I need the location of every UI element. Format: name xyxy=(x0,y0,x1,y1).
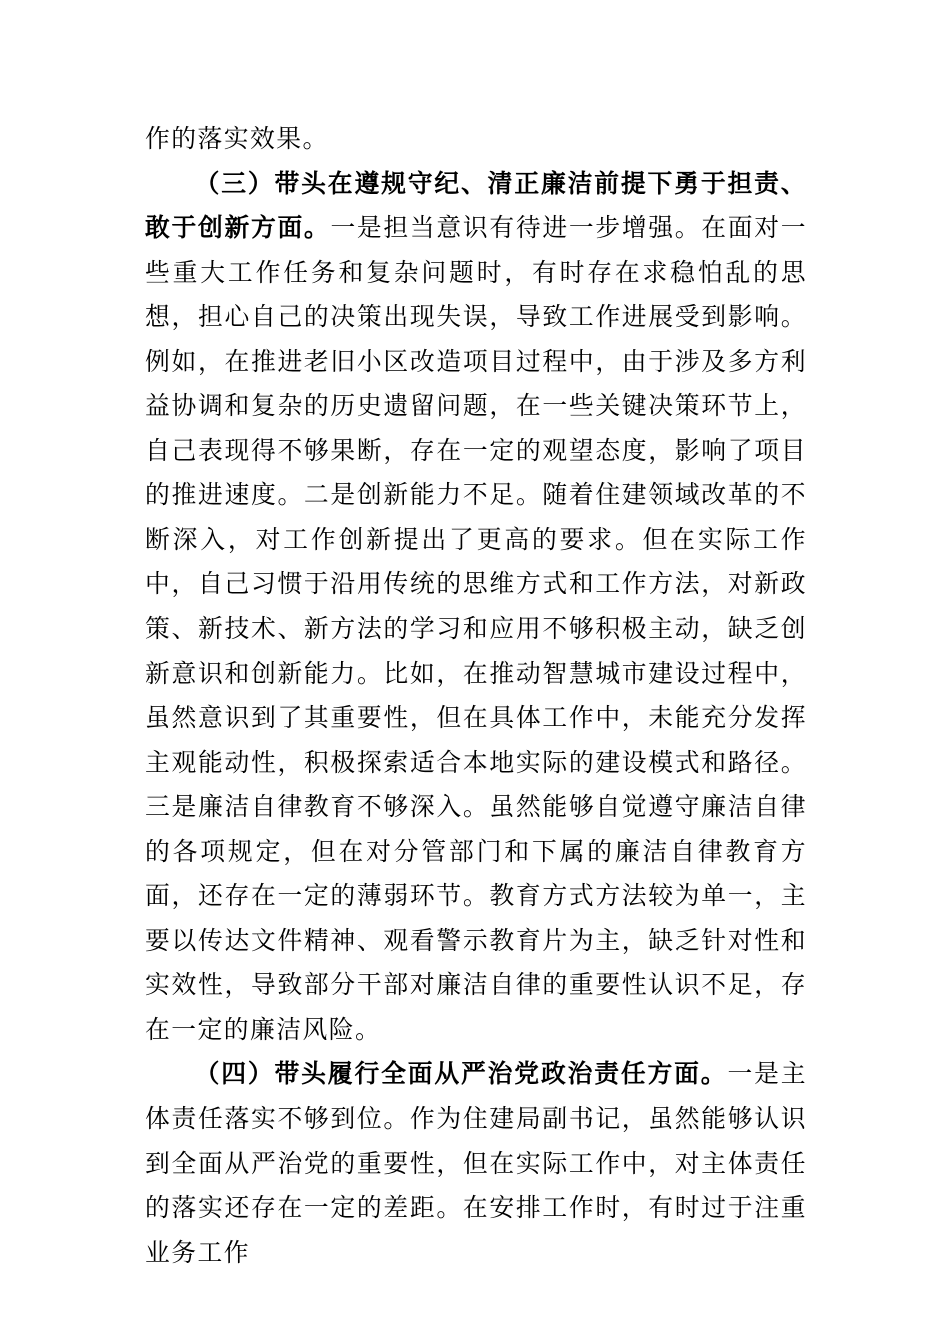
continuation-text: 作的落实效果。 xyxy=(145,124,329,153)
section-4-paragraph xyxy=(145,1052,807,1275)
section-3-body: 一是担当意识有待进一步增强。在面对一些重大工作任务和复杂问题时，有时存在求稳怕乱的思想，担心自己的决策出现失误，导致工作进展受到影响。例如，在推进老旧小区改造项目过程中，由于涉及多方利益协调和复杂的历史遗留问题，在一些关键决策环节上，自己表现得不够果断，存在一定的观望态度，影响了项目的推进速度。二是创新能力不足。随着住建领域改革的不断深入，对工作创新提出了更高的要求。但在实际工作中，自己习惯于沿用传统的思维方式和工作方法，对新政策、新技术、新方法的学习和应用不够积极主动，缺乏创新意识和创新能力。比如，在推动智慧城市建设过程中，虽然意识到了其重要性，但在具体工作中，未能充分发挥主观能动性，积极探索适合本地实际的建设模式和路径。三是廉洁自律教育不够深入。虽然能够自觉遵守廉洁自律的各项规定，但在对分管部门和下属的廉洁自律教育方面，还存在一定的薄弱环节。教育方式方法较为单一，主要以传达文件精神、观看警示教育片为主，缺乏针对性和实效性，导致部分干部对廉洁自律的重要性认识不足，存在一定的廉洁风险。 xyxy=(145,213,808,1044)
section-3-heading: （三）带头在遵规守纪、清正廉洁前提下勇于担责、敢于创新方面。 xyxy=(145,168,807,243)
continuation-paragraph xyxy=(145,117,807,162)
document-page xyxy=(145,117,807,1275)
section-4-body: 一是主体责任落实不够到位。作为住建局副书记，虽然能够认识到全面从严治党的重要性，但在实际工作中，对主体责任的落实还存在一定的差距。在安排工作时，有时过于注重业务工作 xyxy=(145,1059,807,1267)
section-4-heading: （四）带头履行全面从严治党政治责任方面。 xyxy=(194,1059,728,1089)
section-3-paragraph xyxy=(145,162,807,1053)
